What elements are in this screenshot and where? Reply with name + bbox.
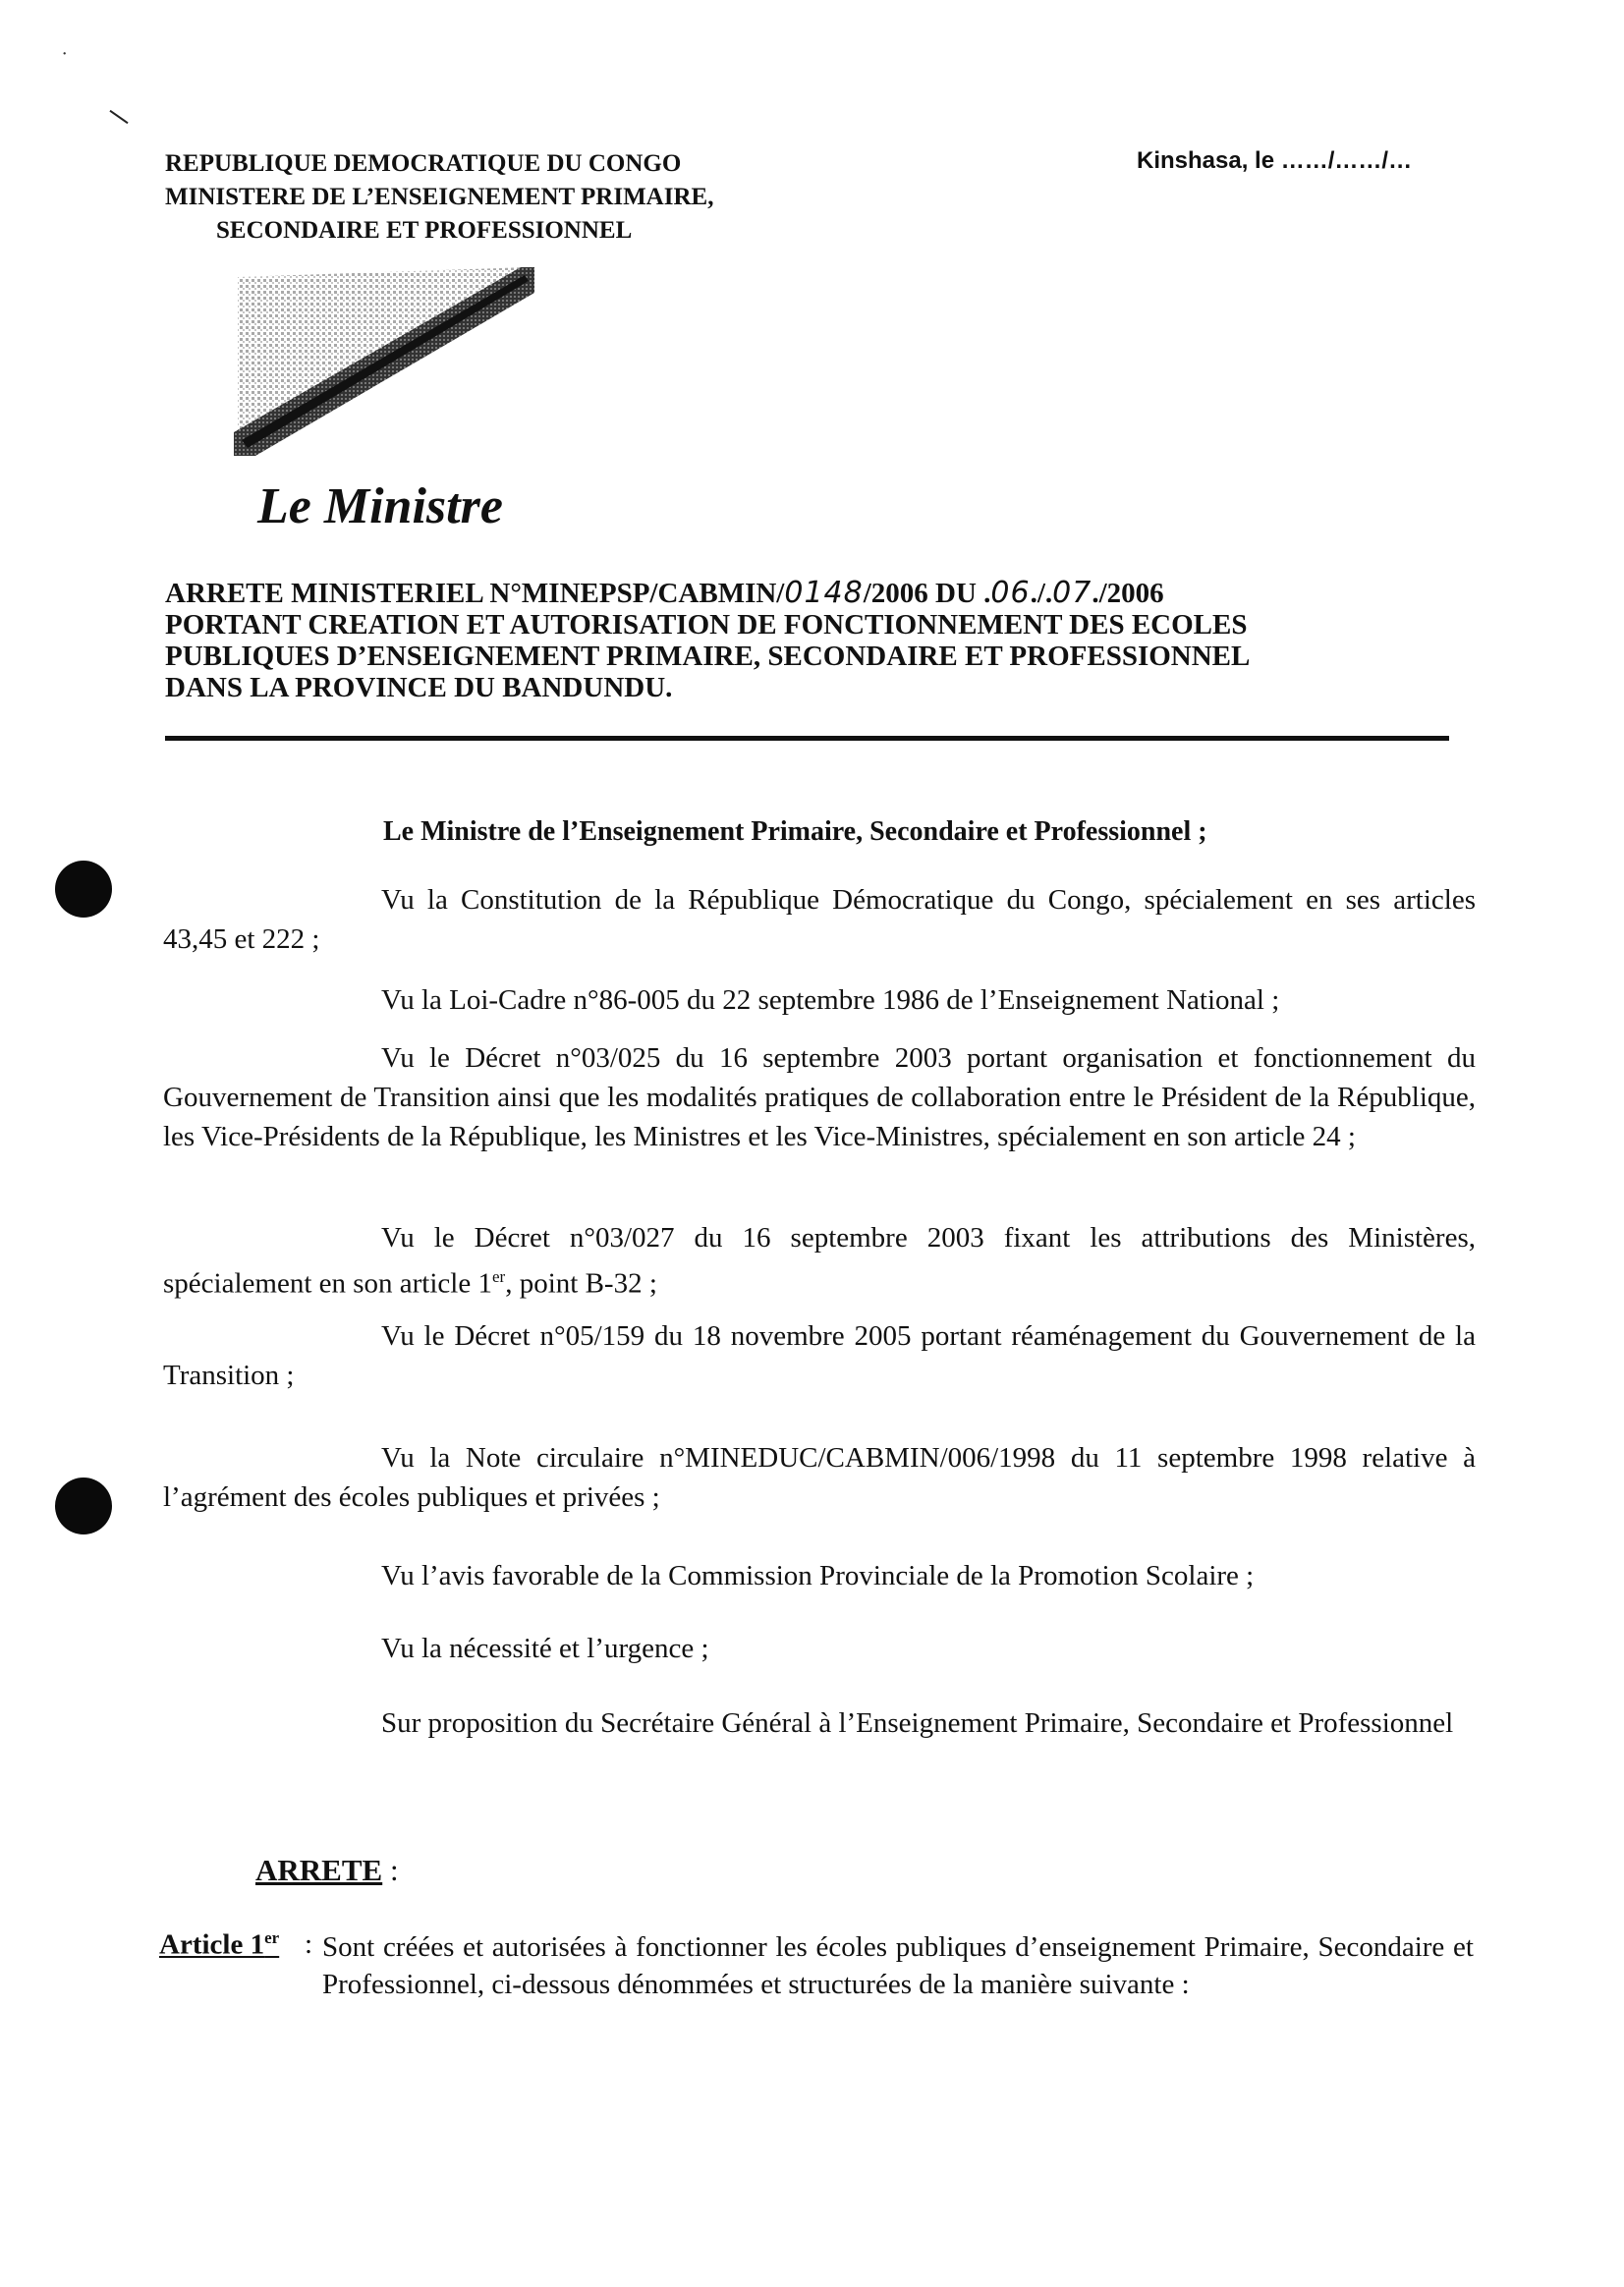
p4-superscript: er [491,1267,506,1286]
decree-number-line [165,578,1452,609]
decree-number-handwritten: 0148 [784,576,864,610]
p4-end: , point B-32 ; [505,1267,657,1300]
decree-title-line2: PORTANT CREATION ET AUTORISATION DE FONCTIONNEMENT DES ECOLES [165,609,1248,641]
preamble-paragraph-urgence: Vu la nécessité et l’urgence ; [381,1633,709,1664]
punch-hole-icon [55,861,112,918]
letterhead [165,147,713,248]
preamble-paragraph-avis: Vu l’avis favorable de la Commission Provinciale de la Promotion Scolaire ; [381,1560,1255,1591]
ministry-name-line1: MINISTERE DE L’ENSEIGNEMENT PRIMAIRE, [165,184,714,210]
decree-year-du: /2006 DU . [863,578,991,609]
article-1-colon: : [305,1928,313,1960]
preamble-paragraph-proposition: Sur proposition du Secrétaire Général à l’Enseignement Primaire, Secondaire et Professionnel [381,1707,1454,1739]
article-1-label-text: Article 1 [159,1928,265,1961]
p4-start: Vu le Décret n°03/027 du 16 septembre 2003 fixant les attributions des Ministères, spécialement en son article 1 [163,1222,1476,1300]
decree-title-line4: DANS LA PROVINCE DU BANDUNDU. [165,672,673,703]
preamble-paragraph-decret-05-159: Vu le Décret n°05/159 du 18 novembre 2005 portant réaménagement du Gouvernement de la Transition ; [163,1320,1476,1391]
place-date: Kinshasa, le ……/……/… [1137,147,1413,174]
preamble-paragraph-note-circulaire: Vu la Note circulaire n°MINEDUC/CABMIN/006/1998 du 11 septembre 1998 relative à l’agrément des écoles publiques et privées ; [163,1442,1476,1513]
decree-prefix: ARRETE MINISTERIEL N°MINEPSP/CABMIN/ [165,578,785,609]
decree-title [165,578,1452,703]
decree-date-separator: ./. [1030,578,1053,609]
scan-artifact-stroke [109,110,128,124]
punch-hole-icon [55,1478,112,1534]
arrete-label: ARRETE [255,1853,383,1887]
preamble-heading: Le Ministre de l’Enseignement Primaire, Secondaire et Professionnel ; [383,816,1207,847]
arrete-heading [255,1853,399,1888]
title-underline-rule [165,736,1449,741]
article-1-label [159,1928,279,1962]
decree-day-handwritten: 06 [990,576,1031,610]
preamble-paragraph-loi-cadre: Vu la Loi-Cadre n°86-005 du 22 septembre 1986 de l’Enseignement National ; [381,984,1280,1016]
signatory-title: Le Ministre [257,478,503,534]
arrete-colon: : [382,1853,399,1887]
decree-title-line3: PUBLIQUES D’ENSEIGNEMENT PRIMAIRE, SECONDAIRE ET PROFESSIONNEL [165,641,1251,672]
decree-year-end: ./2006 [1092,578,1164,609]
preamble-paragraph-constitution: Vu la Constitution de la République Démocratique du Congo, spécialement en ses articles 43,45 et 222 ; [163,884,1476,955]
preamble-paragraph-decret-03-027 [163,1218,1476,1304]
national-emblem-icon [234,267,534,456]
decree-month-handwritten: 07 [1052,576,1092,610]
ministry-name-line2: SECONDAIRE ET PROFESSIONNEL [216,217,633,244]
country-name: REPUBLIQUE DEMOCRATIQUE DU CONGO [165,150,682,177]
article-1-text: Sont créées et autorisées à fonctionner les écoles publiques d’enseignement Primaire, Secondaire et Professionnel, ci-dessous dénommées et structurées de la manière suivante : [322,1931,1474,2000]
preamble-paragraph-decret-03-025: Vu le Décret n°03/025 du 16 septembre 2003 portant organisation et fonctionnement du Gouvernement de Transition ainsi que les modalités pratiques de collaboration entre le Président de la République, les Vice-Présidents de la République, les Ministres et les Vice-Ministres, spécialement en son article 24 ; [163,1042,1476,1152]
scan-artifact-mark: ˙ [61,47,69,72]
article-1-label-sup: er [264,1928,280,1947]
